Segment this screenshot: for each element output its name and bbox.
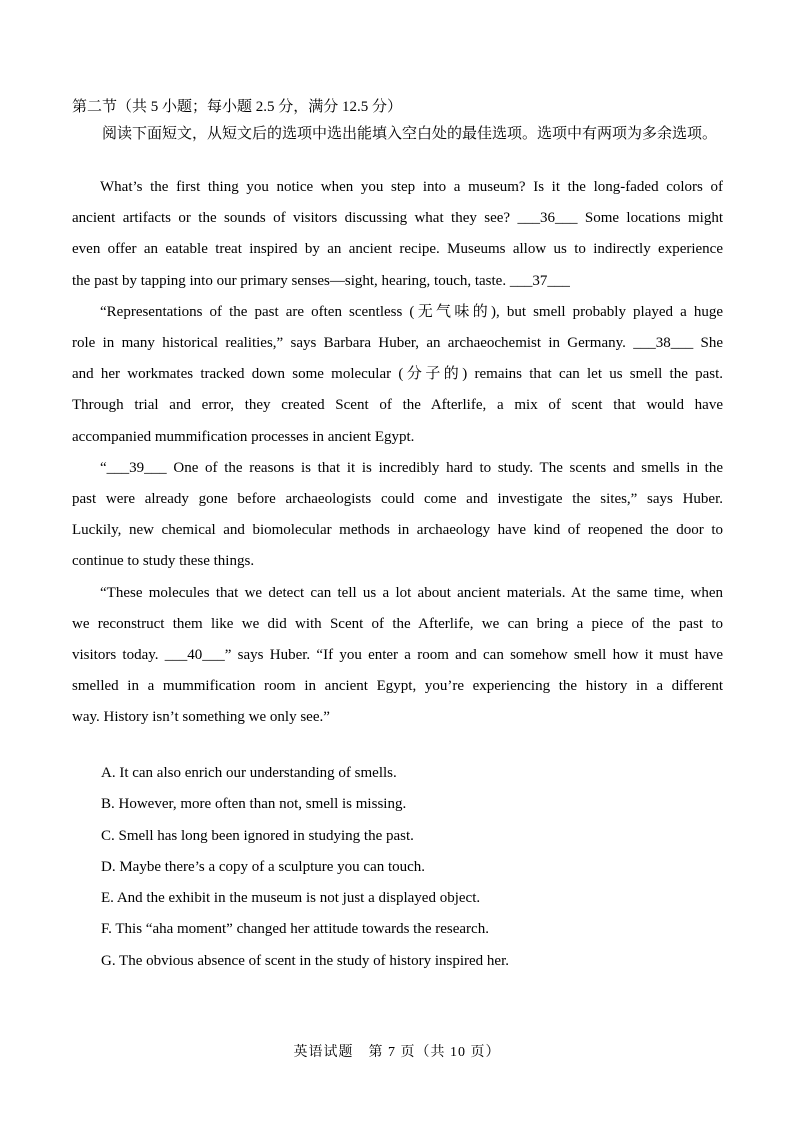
option-a: A. It can also enrich our understanding of smells.: [101, 765, 397, 781]
option-e: E. And the exhibit in the museum is not just a displayed object.: [101, 890, 481, 907]
passage-paragraph-3: [72, 453, 723, 578]
passage-line: “These molecules that we detect can tell us a lot about ancient materials. At the same time, when: [100, 584, 723, 601]
passage-line: accompanied mummification processes in ancient Egypt.: [72, 428, 415, 445]
page-footer: 英语试题 第 7 页（共 10 页）: [293, 1045, 501, 1060]
passage-line: ancient artifacts or the sounds of visitors discussing what they see? ___36___ Some locations might: [72, 210, 723, 227]
passage-line: Through trial and error, they created Scent of the Afterlife, a mix of scent that would have: [72, 397, 723, 414]
option-f: F. This “aha moment” changed her attitude towards the research.: [101, 921, 489, 938]
passage-line: the past by tapping into our primary senses—sight, hearing, touch, taste. ___37___: [72, 272, 570, 289]
passage-line: visitors today. ___40___” says Huber. “If you enter a room and can somehow smell how it must have: [72, 647, 723, 664]
option-d: D. Maybe there’s a copy of a sculpture you can touch.: [101, 858, 426, 875]
answer-options: [101, 758, 721, 977]
passage-paragraph-4: [72, 578, 723, 734]
passage-paragraph-2: [72, 297, 723, 453]
passage-line: and her workmates tracked down some molecular (分子的) remains that can let us smell the past.: [72, 366, 723, 383]
passage-line: “Representations of the past are often scentless (无气味的), but smell probably played a huge: [100, 303, 723, 320]
section-instructions: 阅读下面短文，从短文后的选项中选出能填入空白处的最佳选项。选项中有两项为多余选项。: [102, 126, 718, 142]
passage-line: “___39___ One of the reasons is that it is incredibly hard to study. The scents and smells in the: [100, 459, 723, 476]
reading-passage: [72, 172, 723, 734]
passage-line: even offer an eatable treat inspired by an ancient recipe. Museums allow us to indirectly experience: [72, 241, 723, 258]
passage-paragraph-1: [72, 172, 723, 297]
section-title: 第二节（共 5 小题；每小题 2.5 分，满分 12.5 分）: [72, 99, 403, 115]
passage-line: Luckily, new chemical and biomolecular methods in archaeology have kind of reopened the door to: [72, 522, 723, 539]
passage-line: way. History isn’t something we only see.”: [72, 709, 330, 726]
passage-line: past were already gone before archaeologists could come and investigate the sites,” says Huber.: [72, 491, 723, 508]
option-c: C. Smell has long been ignored in studying the past.: [101, 827, 414, 844]
passage-line: What’s the first thing you notice when you step into a museum? Is it the long-faded colors of: [100, 179, 723, 195]
option-g: G. The obvious absence of scent in the study of history inspired her.: [101, 952, 509, 969]
passage-line: smelled in a mummification room in ancient Egypt, you’re experiencing the history in a different: [72, 678, 723, 695]
passage-line: continue to study these things.: [72, 553, 255, 570]
passage-line: role in many historical realities,” says Barbara Huber, an archaeochemist in Germany. ___38___ She: [72, 335, 723, 352]
passage-line: we reconstruct them like we did with Scent of the Afterlife, we can bring a piece of the past to: [72, 615, 723, 632]
option-b: B. However, more often than not, smell is missing.: [101, 796, 407, 813]
